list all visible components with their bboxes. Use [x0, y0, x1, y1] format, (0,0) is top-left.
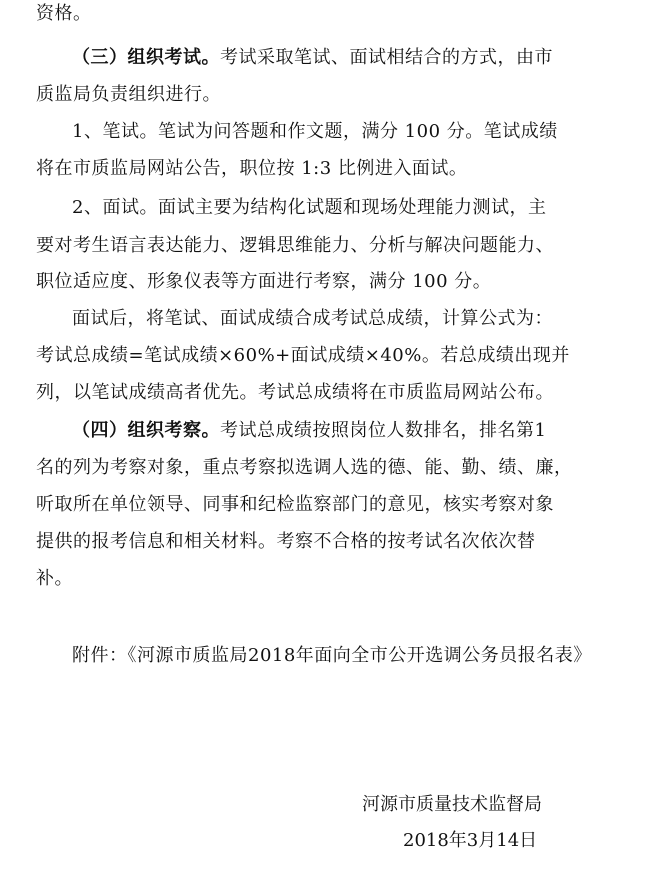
section-heading: （三）组织考试。	[72, 47, 220, 68]
paragraph-line: 听取所在单位领导、同事和纪检监察部门的意见，核实考察对象	[36, 494, 554, 515]
paragraph-line: 资格。	[36, 3, 92, 24]
paragraph-line: 1、笔试。笔试为问答题和作文题，满分 100 分。笔试成绩	[72, 121, 558, 142]
signature-date: 2018年3月14日	[403, 830, 538, 851]
paragraph-line: 列，以笔试成绩高者优先。考试总成绩将在市质监局网站公布。	[36, 382, 554, 403]
paragraph-line: 将在市质监局网站公告，职位按 1:3 比例进入面试。	[36, 158, 468, 179]
paragraph-line: 职位适应度、形象仪表等方面进行考察，满分 100 分。	[36, 271, 492, 292]
paragraph-line: 补。	[36, 568, 73, 589]
attachment-line: 附件：《河源市质监局2018年面向全市公开选调公务员报名表》	[72, 645, 592, 666]
signature-organization: 河源市质量技术监督局	[362, 794, 542, 815]
paragraph-line: 考试总成绩=笔试成绩×60%+面试成绩×40%。若总成绩出现并	[36, 345, 570, 366]
section-four-line	[72, 419, 670, 443]
paragraph-line: 提供的报考信息和相关材料。考察不合格的按考试名次依次替	[36, 531, 536, 552]
section-heading: （四）组织考察。	[72, 420, 220, 441]
paragraph-line: 要对考生语言表达能力、逻辑思维能力、分析与解决问题能力、	[36, 235, 554, 256]
paragraph-line: 面试后，将笔试、面试成绩合成考试总成绩，计算公式为：	[72, 308, 553, 329]
section-three-line	[72, 46, 670, 70]
paragraph-text: 考试总成绩按照岗位人数排名，排名第1	[220, 420, 547, 441]
paragraph-text: 考试采取笔试、面试相结合的方式，由市	[220, 47, 553, 68]
paragraph-line: 名的列为考察对象，重点考察拟选调人选的德、能、勤、绩、廉，	[36, 457, 573, 478]
paragraph-line: 质监局负责组织进行。	[36, 84, 221, 105]
paragraph-line: 2、面试。面试主要为结构化试题和现场处理能力测试，主	[72, 197, 547, 218]
